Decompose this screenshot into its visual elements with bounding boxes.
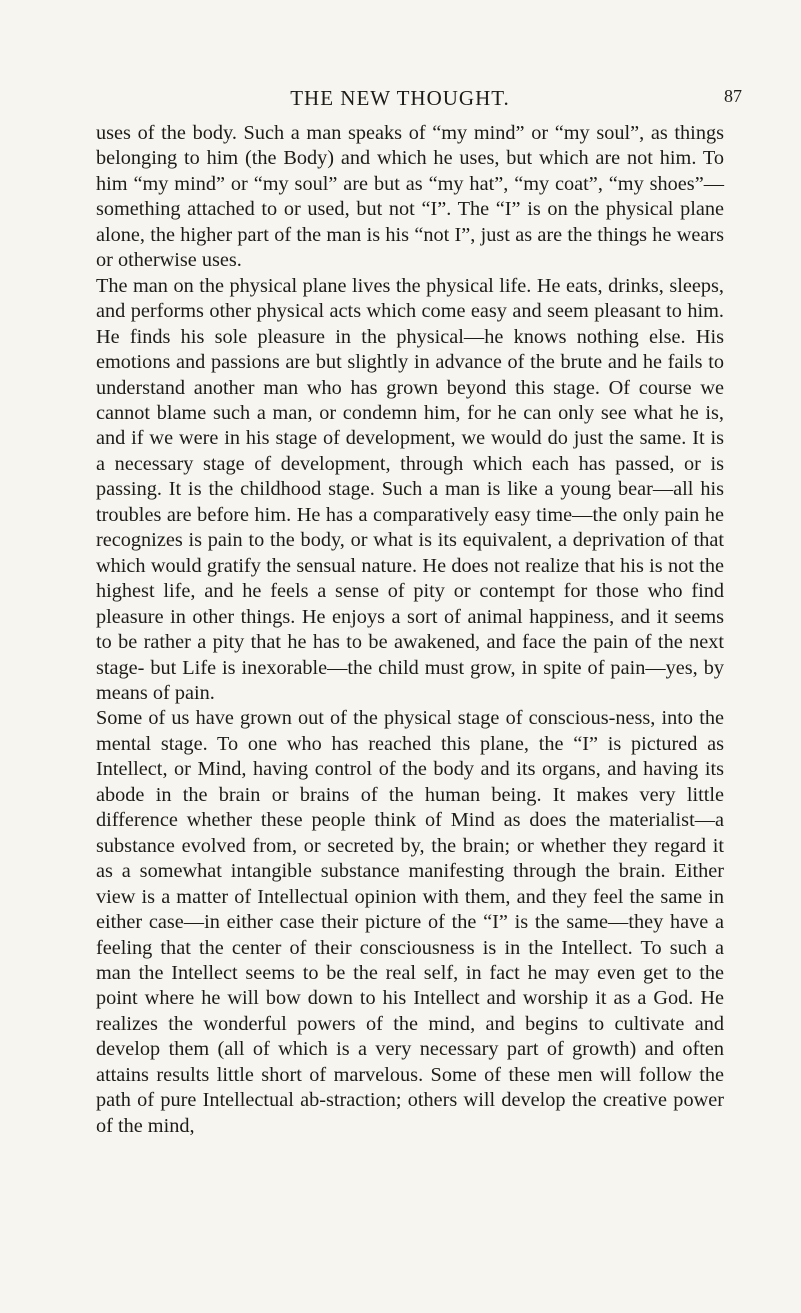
paragraph-3: Some of us have grown out of the physical stage of conscious-ness, into the mental stage. To one who has reached this plane, the “I” is pictured as Intellect, or Mind, having control of the body and its organs, and having its abode in the brain or brains of the human being. It makes very little difference whether these people think of Mind as does the materialist—a substance evolved from, or secreted by, the brain; or whether they regard it as a somewhat intangible substance manifesting through the brain. Either view is a matter of Intellectual opinion with them, and they feel the same in either case—in either case their picture of the “I” is the same—they have a feeling that the center of their consciousness is in the Intellect. To such a man the Intellect seems to be the real self, in fact he may even get to the point where he will bow down to his Intellect and worship it as a God. He realizes the wonderful powers of the mind, and begins to cultivate and develop them (all of which is a very necessary part of growth) and often attains results little short of marvelous. Some of these men will follow the path of pure Intellectual ab-straction; others will develop the creative power of the mind, <box>96 707 724 1137</box>
page-number: 87 <box>724 86 742 106</box>
paragraph-2: The man on the physical plane lives the physical life. He eats, drinks, sleeps, and performs other physical acts which come easy and seem pleasant to him. He finds his sole pleasure in the physical—he knows nothing else. His emotions and passions are but slightly in advance of the brute and he fails to understand another man who has grown beyond this stage. Of course we cannot blame such a man, or condemn him, for he can only see what he is, and if we were in his stage of development, we would do just the same. It is a necessary stage of development, through which each has passed, or is passing. It is the childhood stage. Such a man is like a young bear—all his troubles are before him. He has a comparatively easy time—the only pain he recognizes is pain to the body, or what is its equivalent, a deprivation of that which would gratify the sensual nature. He does not realize that his is not the highest life, and he feels a sense of pity or contempt for those who find pleasure in other things. He enjoys a sort of animal happiness, and it seems to be rather a pity that he has to be awakened, and face the pain of the next stage- but Life is inexorable—the child must grow, in spite of pain—yes, by means of pain. <box>96 274 724 704</box>
running-title: THE NEW THOUGHT. <box>290 86 510 110</box>
body-text <box>96 121 724 1139</box>
paragraph-1: uses of the body. Such a man speaks of “my mind” or “my soul”, as things belonging to him (the Body) and which he uses, but which are not him. To him “my mind” or “my soul” are but as “my hat”, “my coat”, “my shoes”—something attached to or used, but not “I”. The “I” is on the physical plane alone, the higher part of the man is his “not I”, just as are the things he wears or otherwise uses. <box>96 122 724 272</box>
